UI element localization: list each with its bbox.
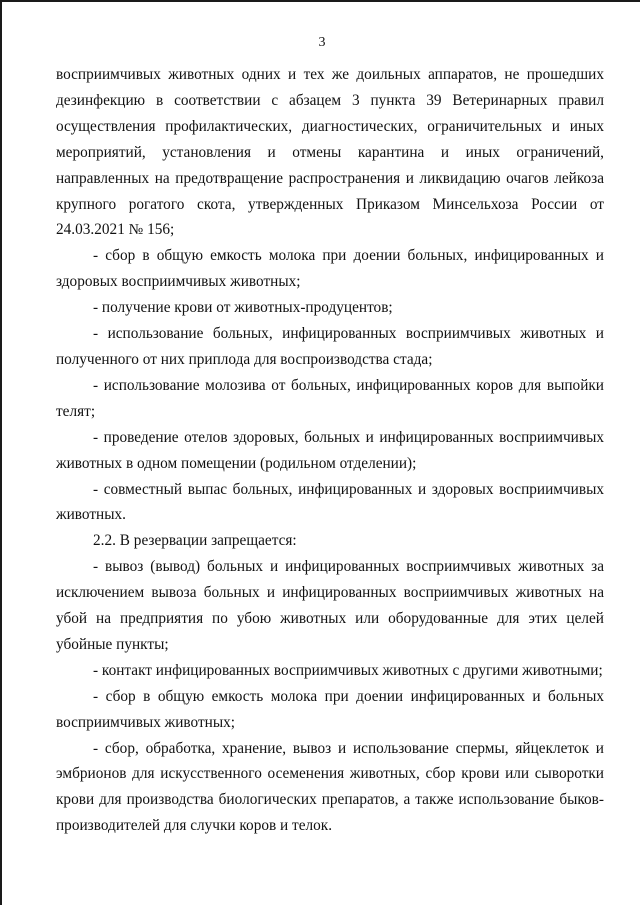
paragraph-semen: - сбор, обработка, хранение, вывоз и использование спермы, яйцеклеток и эмбрионов для искусственного осеменения животных, сбор крови или сыворотки крови для производства биологических препаратов, а также использование быков-производителей для случки коров и телок. <box>56 739 604 835</box>
page-number: 3 <box>318 35 326 50</box>
document-body <box>56 62 604 839</box>
paragraph-blood-donors: - получение крови от животных-продуцентов; <box>93 299 393 317</box>
paragraph-continuation: восприимчивых животных одних и тех же доильных аппаратов, не прошедших дезинфекцию в соответствии с абзацем 3 пункта 39 Ветеринарных правил осуществления профилактических, диагностических, ограничительных и иных мероприятий, установления и отмены карантина и иных ограничений, направленных на предотвращение распространения и ликвидацию очагов лейкоза крупного рогатого скота, утвержденных Приказом Минсельхоза России от 24.03.2021 № 156; <box>56 66 604 239</box>
paragraph-colostrum: - использование молозива от больных, инфицированных коров для выпойки телят; <box>56 376 604 420</box>
paragraph-export: - вывоз (вывод) больных и инфицированных восприимчивых животных за исключением вывоза больных и инфицированных восприимчивых животных на убой на предприятия по убою животных или оборудованные для этих целей убойные пункты; <box>56 558 604 653</box>
paragraph-grazing: - совместный выпас больных, инфицированных и здоровых восприимчивых животных. <box>56 480 604 524</box>
paragraph-calving: - проведение отелов здоровых, больных и инфицированных восприимчивых животных в одном помещении (родильном отделении); <box>56 428 604 472</box>
paragraph-breeding-use: - использование больных, инфицированных восприимчивых животных и полученного от них приплода для воспроизводства стада; <box>56 325 604 368</box>
paragraph-milk-collection-2: - сбор в общую емкость молока при доении инфицированных и больных восприимчивых животных; <box>56 687 604 731</box>
paragraph-section-2-2: 2.2. В резервации запрещается: <box>93 532 297 550</box>
paragraph-contact: - контакт инфицированных восприимчивых животных с другими животными; <box>93 661 603 679</box>
paragraph-milk-collection: - сбор в общую емкость молока при доении больных, инфицированных и здоровых восприимчивых животных; <box>56 247 604 291</box>
